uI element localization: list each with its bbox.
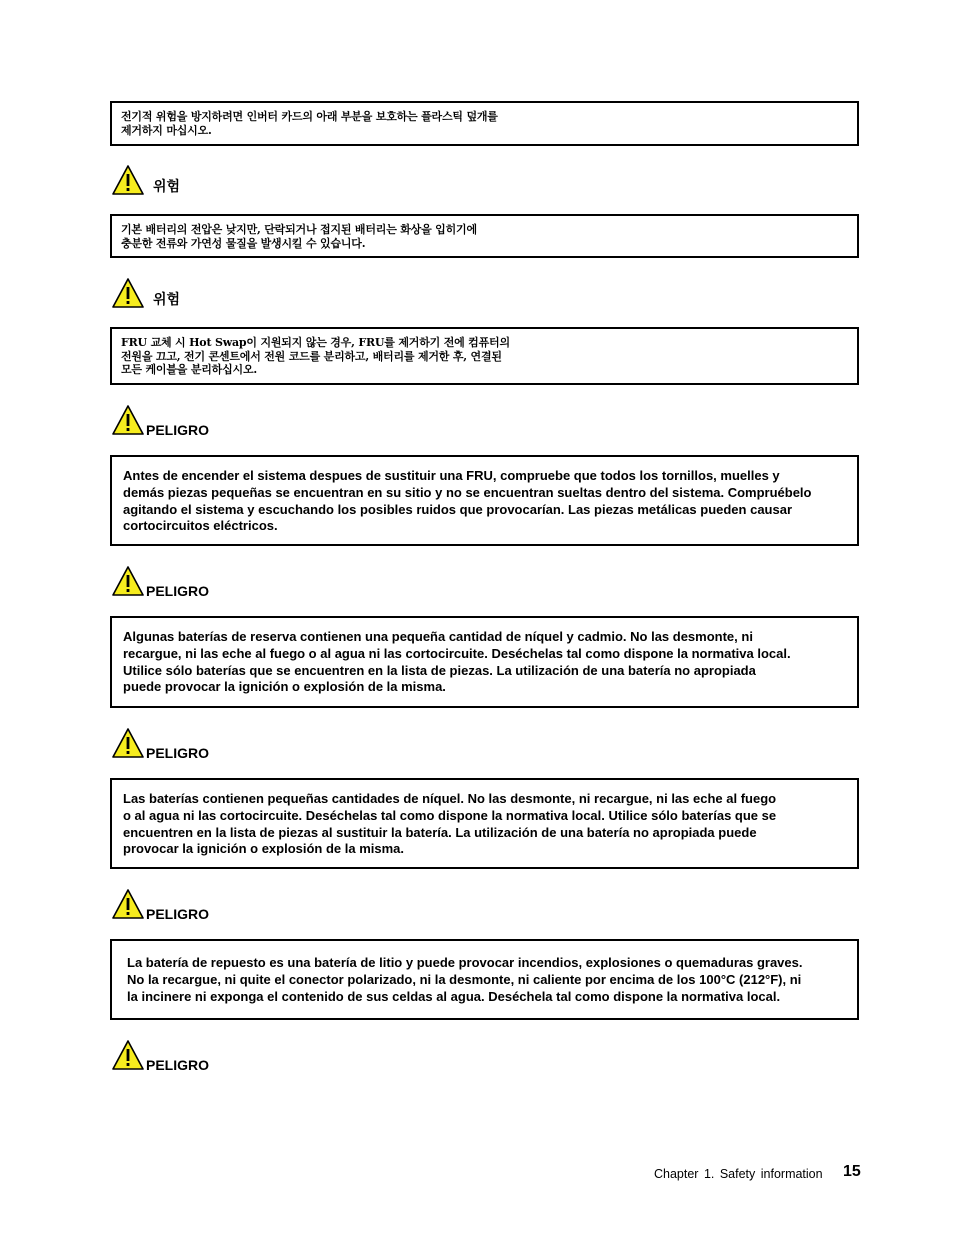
warning-triangle-icon xyxy=(111,727,145,759)
notice-text: FRU 교체 시 Hot Swap이 지원되지 않는 경우, FRU를 제거하기 전에 컴퓨터의 전원을 끄고, 전기 콘센트에서 전원 코드를 분리하고, 배터리를 제거한 후, 연결된 모든 케이블을 분리하십시오. xyxy=(121,336,510,376)
notice-box-es-3 xyxy=(110,778,859,869)
danger-label: 위험 xyxy=(153,292,181,308)
peligro-label: PELIGRO xyxy=(146,583,210,599)
warning-triangle-icon xyxy=(111,277,145,309)
warning-triangle-icon xyxy=(111,1039,145,1071)
footer-chapter: Chapter 1. Safety information xyxy=(654,1167,823,1181)
peligro-label: PELIGRO xyxy=(146,1057,210,1073)
warning-triangle-icon xyxy=(111,888,145,920)
notice-box-ko-3 xyxy=(110,327,859,385)
notice-text: Algunas baterías de reserva contienen una pequeña cantidad de níquel y cadmio. No las desmonte, ni recargue, ni las eche al fuego o al agua ni las cortocircuite. Deséchelas tal como dispone la normativa local. Utilice sólo baterías que se encuentren en la lista de piezas. La utilización de una batería no apropiada puede provocar la ignición o explosión de la misma. xyxy=(123,629,791,695)
notice-box-es-4 xyxy=(110,939,859,1020)
notice-box-ko-1 xyxy=(110,101,859,146)
warning-triangle-icon xyxy=(111,565,145,597)
peligro-label: PELIGRO xyxy=(146,422,210,438)
notice-text: 전기적 위험을 방지하려면 인버터 카드의 아래 부분을 보호하는 플라스틱 덮개를 제거하지 마십시오. xyxy=(121,110,498,137)
notice-box-es-1 xyxy=(110,455,859,546)
notice-box-es-2 xyxy=(110,616,859,708)
page-number: 15 xyxy=(843,1163,861,1180)
notice-text: La batería de repuesto es una batería de litio y puede provocar incendios, explosiones o quemaduras graves. No la recargue, ni quite el conector polarizado, ni la desmonte, ni caliente por encima de los 100°C (212°F), ni la incinere ni exponga el contenido de sus celdas al agua. Deséchela tal como dispone la normativa local. xyxy=(127,955,803,1004)
notice-text: 기본 배터리의 전압은 낮지만, 단락되거나 접지된 배터리는 화상을 입히기에 충분한 전류와 가연성 물질을 발생시킬 수 있습니다. xyxy=(121,223,477,250)
danger-label: 위험 xyxy=(153,179,181,195)
notice-text: Las baterías contienen pequeñas cantidades de níquel. No las desmonte, ni recargue, ni las eche al fuego o al agua ni las cortocircuite. Deséchelas tal como dispone la normativa local. Utilice sólo baterías que se encuentren en la lista de piezas al sustituir la batería. La utilización de una batería no apropiada puede provocar la ignición o explosión de la misma. xyxy=(123,791,777,857)
peligro-label: PELIGRO xyxy=(146,745,210,761)
notice-box-ko-2 xyxy=(110,214,859,258)
peligro-label: PELIGRO xyxy=(146,906,210,922)
warning-triangle-icon xyxy=(111,404,145,436)
notice-text: Antes de encender el sistema despues de sustituir una FRU, compruebe que todos los tornillos, muelles y demás piezas pequeñas se encuentran en su sitio y no se encuentran sueltas dentro del sistema. Compruébelo agitando el sistema y escuchando los posibles ruidos que provocarían. Las piezas metálicas pueden causar cortocircuitos eléctricos. xyxy=(123,468,812,534)
warning-triangle-icon xyxy=(111,164,145,196)
